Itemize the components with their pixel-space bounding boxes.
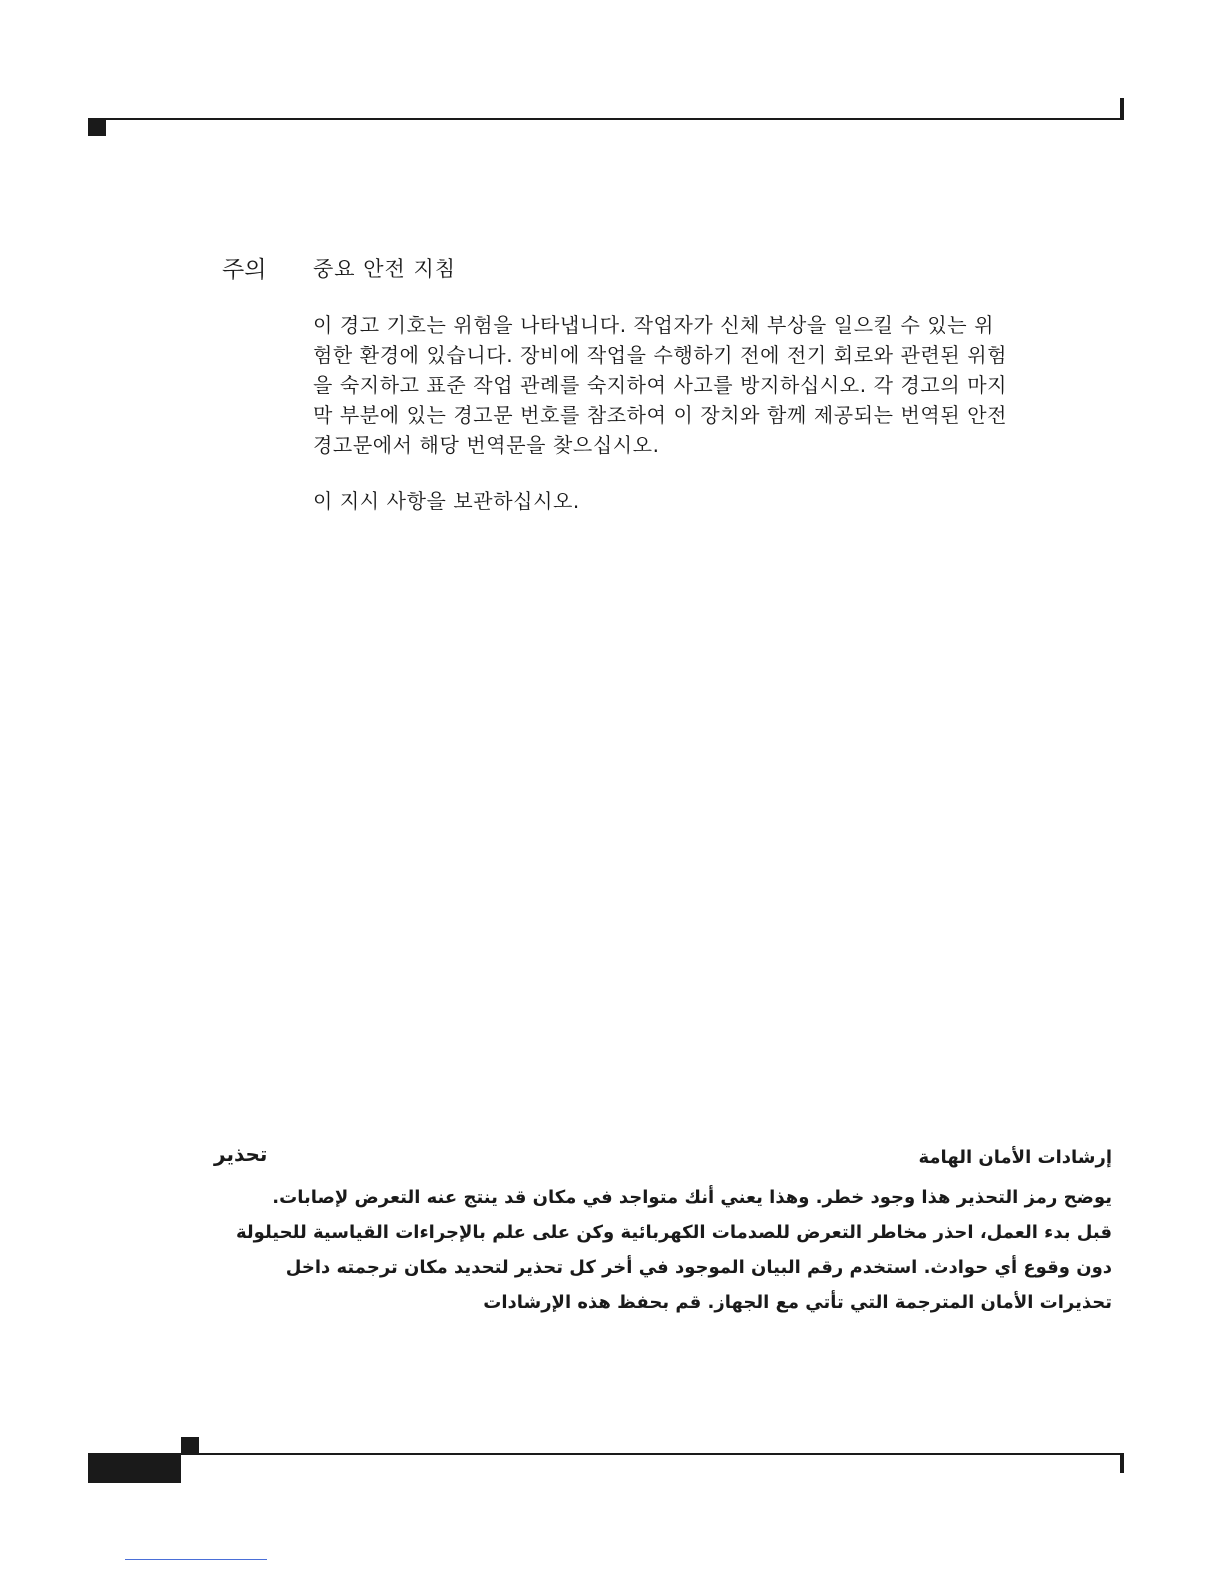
korean-warning-body (313, 310, 1093, 460)
korean-body-line: 막 부분에 있는 경고문 번호를 참조하여 이 장치와 함께 제공되는 번역된 안전 (313, 403, 1008, 427)
korean-body-line: 이 경고 기호는 위험을 나타냅니다. 작업자가 신체 부상을 일으킬 수 있는 위 (313, 313, 995, 337)
header-tick-mark (1120, 98, 1124, 118)
arabic-body-line: تحذيرات الأمان المترجمة التي تأتي مع الجهاز. قم بحفظ هذه الإرشادات (483, 1292, 1112, 1313)
arabic-body-line: قبل بدء العمل، احذر مخاطر التعرض للصدمات الكهربائية وكن على علم بالإجراءات القياسية للحيلولة (236, 1222, 1112, 1243)
korean-warning-title: 중요 안전 지침 (313, 257, 457, 281)
footer-link-underline (125, 1559, 267, 1560)
header-corner-mark (88, 119, 106, 136)
header-rule (88, 118, 1124, 120)
footer-corner-mark (181, 1437, 199, 1454)
arabic-warning-body (236, 1180, 1112, 1320)
korean-keep-instructions: 이 지시 사항을 보관하십시오. (313, 489, 580, 513)
korean-body-line: 을 숙지하고 표준 작업 관례를 숙지하여 사고를 방지하십시오. 각 경고의 마지 (313, 373, 1008, 397)
korean-body-line: 험한 환경에 있습니다. 장비에 작업을 수행하기 전에 전기 회로와 관련된 위험 (313, 343, 1008, 367)
arabic-warning-label: تحذير (214, 1142, 268, 1166)
arabic-body-line: دون وقوع أي حوادث. استخدم رقم البيان الموجود في أخر كل تحذير لتحديد مكان ترجمته داخل (285, 1257, 1112, 1278)
footer-rule (181, 1453, 1124, 1455)
korean-body-line: 경고문에서 해당 번역문을 찾으십시오. (313, 433, 660, 457)
arabic-body-line: يوضح رمز التحذير هذا وجود خطر. وهذا يعني أنك متواجد في مكان قد ينتج عنه التعرض لإصابات. (272, 1187, 1112, 1208)
footer-tick-mark (1120, 1455, 1124, 1473)
arabic-warning-title: إرشادات الأمان الهامة (918, 1147, 1112, 1168)
arabic-warning-block (236, 1142, 1112, 1320)
korean-warning-label: 주의 (222, 257, 267, 283)
footer-page-tab (88, 1453, 181, 1483)
korean-warning-block (313, 254, 1093, 516)
